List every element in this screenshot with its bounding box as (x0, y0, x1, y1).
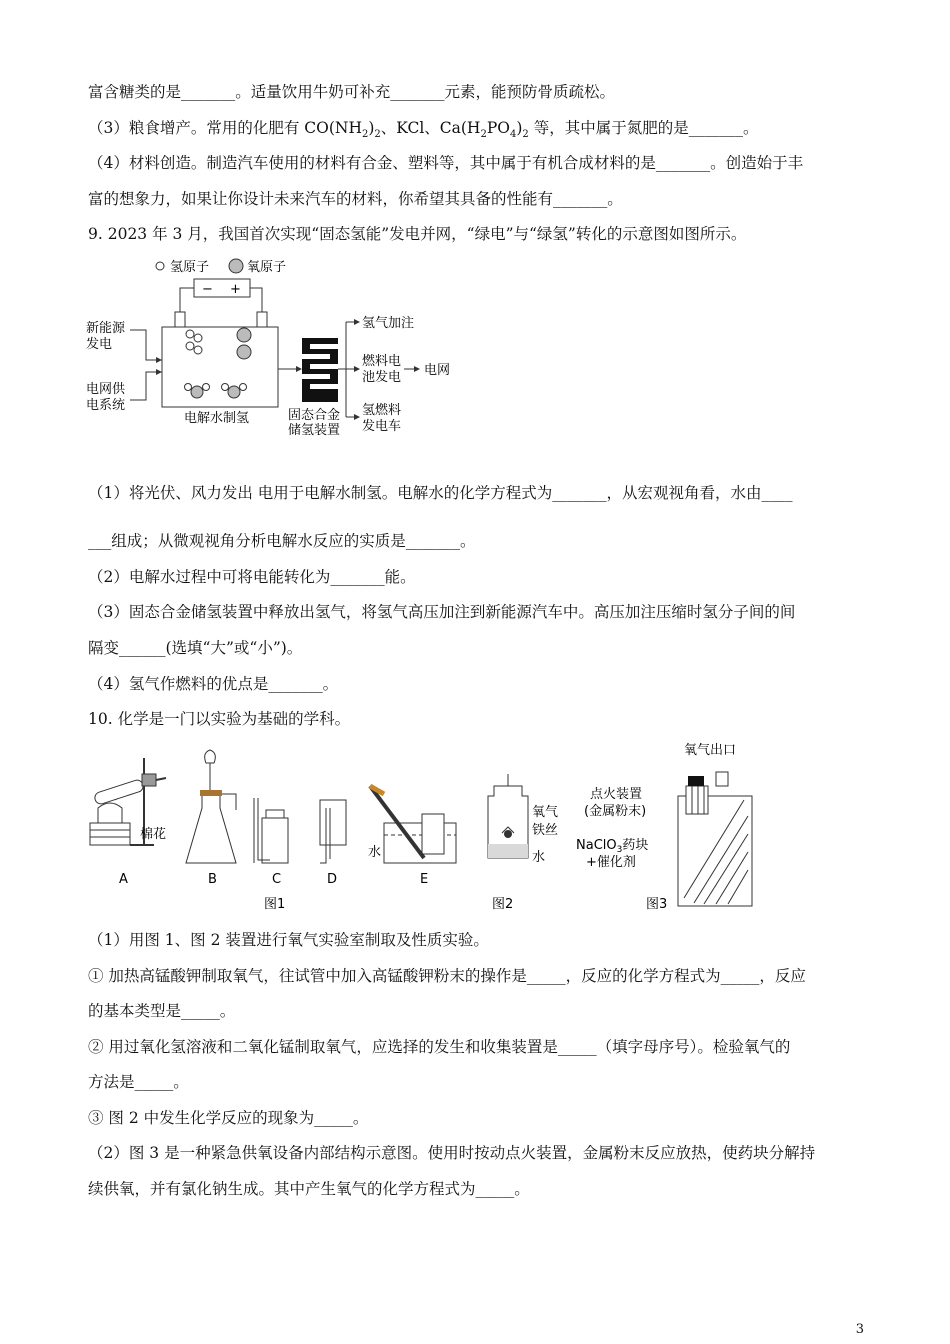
iron-wire-label: 铁丝 (532, 823, 559, 838)
legend-oxygen: 氧原子 (247, 260, 287, 275)
storage-device (302, 338, 338, 402)
text-line: （4）材料创造。制造汽车使用的材料有合金、塑料等，其中属于有机合成材料的是_______。创造始于丰 (88, 154, 804, 172)
storage-label: 储氢装置 (288, 423, 341, 438)
output-grid: 电网 (424, 363, 451, 378)
source-renewable: 新能源 (86, 321, 126, 336)
oxygen-generator (678, 772, 752, 906)
q9-part1: （1）将光伏、风力发出 电用于电解水制氢。电解水的化学方程式为_______，从宏观视角看，水由____ (88, 484, 793, 502)
text-line: 富含糖类的是_______。适量饮用牛奶可补充_______元素，能预防骨质疏松。 (88, 83, 616, 101)
source-grid: 电网供 (86, 382, 126, 397)
output-vehicle: 发电车 (362, 419, 402, 434)
q9-part4: （4）氢气作燃料的优点是_______。 (88, 675, 339, 693)
source-grid: 电系统 (86, 398, 126, 413)
output-refuel: 氢气加注 (362, 316, 415, 331)
q10-part1-1: ① 加热高锰酸钾制取氧气，往试管中加入高锰酸钾粉末的操作是_____，反应的化学方程式为_____，反应 (88, 967, 806, 985)
q10-part1-2: 方法是_____。 (88, 1073, 189, 1091)
text-line: 富的想象力，如果让你设计未来汽车的材料，你希望其具备的性能有_______。 (88, 190, 623, 208)
outlet-label: 氧气出口 (684, 743, 737, 758)
question-10-stem: 10. 化学是一门以实验为基础的学科。 (88, 710, 351, 728)
fig2-caption: 图2 (492, 897, 514, 912)
q10-part1-1: 的基本类型是_____。 (88, 1002, 236, 1020)
electrolysis-label: 电解水制氢 (184, 411, 250, 426)
apparatus-d (320, 800, 346, 863)
water-label-2: 水 (532, 850, 546, 865)
q9-part3: 隔变______(选填“大”或“小”)。 (88, 639, 303, 657)
fig3-caption: 图3 (646, 897, 668, 912)
output-vehicle: 氢燃料 (362, 403, 402, 418)
q9-part3: （3）固态合金储氢装置中释放出氢气，将氢气高压加注到新能源汽车中。高压加注压缩时氢分子间的间 (88, 603, 796, 621)
q9-part1: ___组成；从微观视角分析电解水反应的实质是_______。 (88, 532, 476, 550)
minus-sign: − (202, 282, 213, 297)
q10-part1: （1）用图 1、图 2 装置进行氧气实验室制取及性质实验。 (88, 931, 489, 949)
apparatus-b (186, 750, 236, 863)
water-label-e: 水 (368, 845, 382, 860)
legend-hydrogen: 氢原子 (170, 260, 210, 275)
label-d: D (327, 872, 338, 887)
question-9-stem: 9. 2023 年 3 月，我国首次实现“固态氢能”发电并网，“绿电”与“绿氢”转化的示意图如图所示。 (88, 225, 747, 243)
q10-part1-3: ③ 图 2 中发生化学反应的现象为_____。 (88, 1109, 369, 1127)
catalyst-label: +催化剂 (586, 855, 636, 870)
label-b: B (208, 872, 217, 887)
output-fuel-cell: 燃料电 (362, 354, 402, 369)
fertilizer-question: （3）粮食增产。常用的化肥有 $CO(NH_2)_2$、KCl、$Ca(H_2PO_4)_2$ 等，其中属于氮肥的是_______。 (88, 119, 759, 141)
apparatus-e (370, 786, 456, 863)
q9-part2: （2）电解水过程中可将电能转化为_______能。 (88, 568, 416, 586)
q10-part1-2: ② 用过氧化氢溶液和二氧化锰制取氧气，应选择的发生和收集装置是_____（填字母序号）。检验氧气的 (88, 1038, 791, 1056)
label-e: E (420, 872, 429, 887)
hydrogen-diagram (84, 252, 484, 442)
fig1-caption: 图1 (264, 897, 286, 912)
source-renewable: 发电 (86, 337, 113, 352)
page-number: 3 (855, 1322, 864, 1337)
iron-wire-experiment (488, 774, 528, 858)
plus-sign: + (230, 282, 241, 297)
q10-part2: （2）图 3 是一种紧急供氧设备内部结构示意图。使用时按动点火装置，金属粉末反应放热，使药块分解持 (88, 1144, 816, 1162)
output-fuel-cell: 池发电 (362, 370, 402, 385)
igniter-label: (金属粉末) (584, 804, 647, 819)
igniter-label: 点火装置 (590, 787, 643, 802)
storage-label: 固态合金 (288, 408, 341, 423)
apparatus-c (254, 798, 288, 863)
block-label: NaClO$_3$药块 (576, 838, 649, 855)
lab-apparatus-figure (84, 738, 804, 918)
oxygen-label: 氧气 (532, 805, 559, 820)
oxygen-atom-legend-icon (229, 259, 243, 273)
cotton-label: 棉花 (140, 827, 167, 842)
hydrogen-atom-legend-icon (156, 262, 164, 270)
q10-part2: 续供氧，并有氯化钠生成。其中产生氧气的化学方程式为_____。 (88, 1180, 530, 1198)
label-a: A (119, 872, 128, 887)
label-c: C (272, 872, 282, 887)
electrolysis-tank (162, 327, 278, 407)
